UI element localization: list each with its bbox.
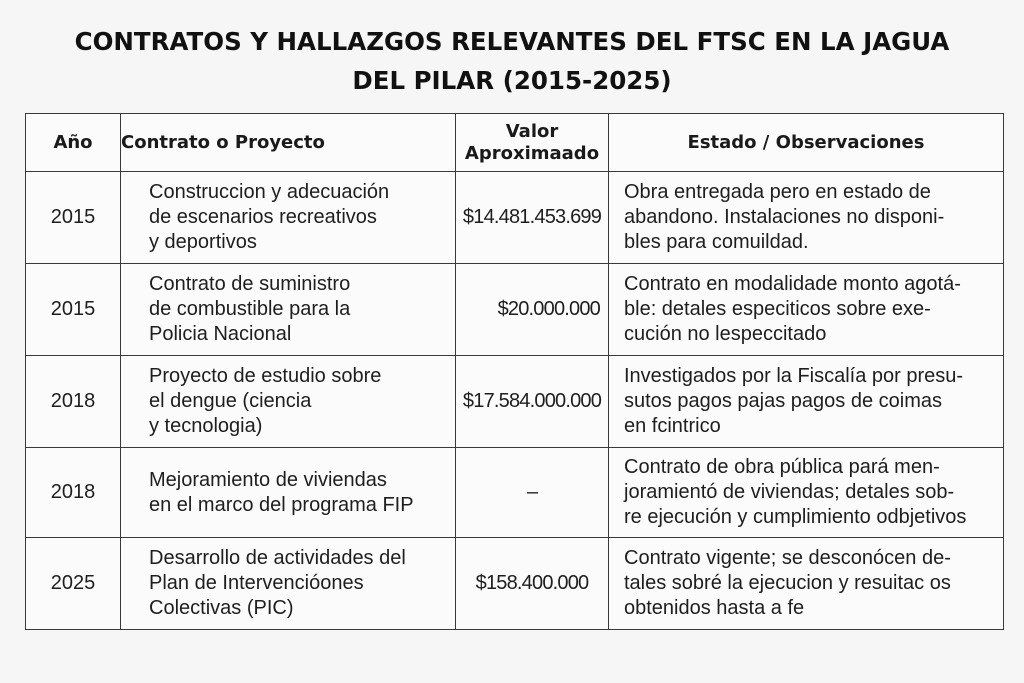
cell-status-line: cución no lespeccitado <box>624 323 827 345</box>
header-value-line-1: Valor <box>505 120 559 142</box>
cell-contract-line: Contrato de suministro <box>149 273 351 295</box>
title-line-2: DEL PILAR (2015-2025) <box>352 66 672 95</box>
header-value-line-2: Aproximaado <box>464 142 600 164</box>
cell-status-line: ble: detales especiticos sobre exe- <box>624 298 931 320</box>
cell-year: 2018 <box>26 448 121 538</box>
cell-status-line: obtenidos hasta a fe <box>624 597 805 619</box>
header-status: Estado / Observaciones <box>609 114 1004 172</box>
cell-contract-line: y deportivos <box>149 231 257 253</box>
cell-contract-line: Mejoramiento de viviendas <box>149 468 387 491</box>
table-row <box>26 172 1004 264</box>
table-row <box>26 448 1004 538</box>
cell-status <box>609 448 1004 538</box>
cell-status-line: Investigados por la Fiscalía por presu- <box>624 365 964 387</box>
header-value <box>456 114 609 172</box>
cell-status <box>609 172 1004 264</box>
cell-contract-line: Policia Nacional <box>149 323 292 345</box>
header-contract: Contrato o Proyecto <box>121 114 456 172</box>
cell-status-line: re ejecución y cumplimiento odbjetivos <box>624 506 967 528</box>
contracts-table <box>25 113 1004 630</box>
page-title <box>20 22 1004 100</box>
cell-status <box>609 264 1004 356</box>
cell-value: $158.400.000 <box>456 538 609 630</box>
cell-contract-line: Colectivas (PIC) <box>149 597 294 619</box>
cell-status-line: en fcintrico <box>624 415 721 437</box>
cell-contract-line: Proyecto de estudio sobre <box>149 365 382 387</box>
cell-status <box>609 538 1004 630</box>
cell-status-line: Obra entregada pero en estado de <box>624 181 931 203</box>
cell-contract-line: Construccion y adecuación <box>149 181 390 203</box>
table-row <box>26 264 1004 356</box>
cell-year: 2018 <box>26 356 121 448</box>
cell-value: $17.584.000.000 <box>456 356 609 448</box>
cell-contract-line: el dengue (ciencia <box>149 390 312 412</box>
cell-status-line: Contrato vigente; se desconócen de- <box>624 547 951 569</box>
cell-status-line: abandono. Instalaciones no disponi- <box>624 206 945 228</box>
cell-contract <box>121 356 456 448</box>
cell-value: – <box>456 448 609 538</box>
cell-status-line: tales sobré la ejecucion y resuitac os <box>624 572 951 594</box>
cell-status-line: bles para comuildad. <box>624 231 809 253</box>
cell-contract <box>121 172 456 264</box>
table-header-row <box>26 114 1004 172</box>
cell-status-line: Contrato de obra pública pará men- <box>624 456 940 478</box>
cell-status-line: sutos pagos pajas pagos de coimas <box>624 390 942 412</box>
cell-contract-line: en el marco del programa FIP <box>149 493 414 516</box>
table-row <box>26 356 1004 448</box>
header-year: Año <box>26 114 121 172</box>
cell-contract <box>121 448 456 538</box>
cell-status <box>609 356 1004 448</box>
title-line-1: CONTRATOS Y HALLAZGOS RELEVANTES DEL FTSC EN LA JAGUA <box>74 27 950 56</box>
cell-contract-line: Plan de Intervencióones <box>149 572 364 594</box>
cell-contract <box>121 538 456 630</box>
cell-value: $20.000.000 <box>456 264 609 356</box>
table-row <box>26 538 1004 630</box>
cell-year: 2015 <box>26 264 121 356</box>
cell-status-line: joramientó de viviendas; detales sob- <box>624 481 955 503</box>
cell-contract-line: y tecnologia) <box>149 415 263 437</box>
cell-contract <box>121 264 456 356</box>
cell-status-line: Contrato en modalidade monto agotá- <box>624 273 961 295</box>
cell-contract-line: de escenarios recreativos <box>149 206 377 228</box>
cell-contract-line: de combustible para la <box>149 298 351 320</box>
cell-year: 2025 <box>26 538 121 630</box>
cell-year: 2015 <box>26 172 121 264</box>
cell-value: $14.481.453.699 <box>456 172 609 264</box>
cell-contract-line: Desarrollo de actividades del <box>149 547 406 569</box>
